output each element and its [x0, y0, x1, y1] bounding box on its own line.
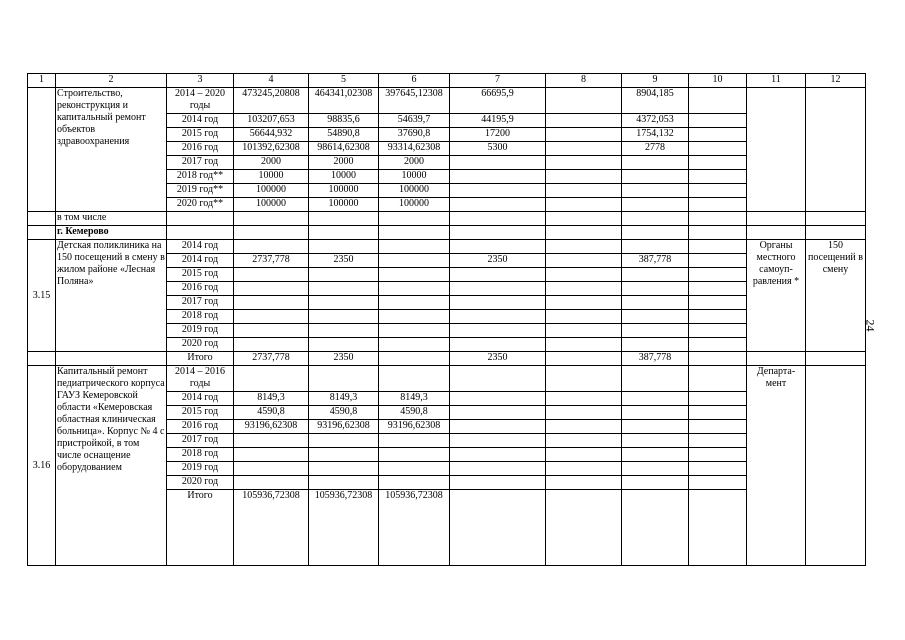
value-cell — [379, 310, 450, 324]
value-cell — [546, 310, 622, 324]
value-cell: 100000 — [234, 198, 309, 212]
value-cell: 10000 — [234, 170, 309, 184]
value-cell: 17200 — [450, 128, 546, 142]
value-cell: 66695,9 — [450, 88, 546, 114]
value-cell: 98835,6 — [309, 114, 379, 128]
value-cell: 2737,778 — [234, 352, 309, 366]
value-cell — [309, 282, 379, 296]
value-cell: 44195,9 — [450, 114, 546, 128]
value-cell — [450, 490, 546, 566]
col-header: 2 — [56, 74, 167, 88]
row-number-cell: 3.16 — [28, 366, 56, 566]
table-cell — [234, 226, 309, 240]
value-cell: 37690,8 — [379, 128, 450, 142]
value-cell — [379, 448, 450, 462]
period-cell: 2017 год — [167, 156, 234, 170]
value-cell — [622, 268, 689, 282]
value-cell — [379, 476, 450, 490]
value-cell — [689, 324, 747, 338]
value-cell: 54890,8 — [309, 128, 379, 142]
value-cell: 2350 — [309, 352, 379, 366]
value-cell — [546, 406, 622, 420]
value-cell — [234, 476, 309, 490]
value-cell: 4590,8 — [234, 406, 309, 420]
value-cell — [689, 282, 747, 296]
value-cell — [309, 448, 379, 462]
value-cell — [689, 254, 747, 268]
value-cell — [689, 114, 747, 128]
table-row — [28, 240, 866, 254]
table-cell — [309, 226, 379, 240]
value-cell — [546, 88, 622, 114]
value-cell — [689, 296, 747, 310]
value-cell — [546, 114, 622, 128]
value-cell: 2000 — [379, 156, 450, 170]
row-number-cell — [28, 352, 56, 366]
value-cell: 100000 — [234, 184, 309, 198]
table-cell — [450, 226, 546, 240]
table-cell — [747, 212, 806, 226]
table-cell — [450, 212, 546, 226]
value-cell: 2000 — [309, 156, 379, 170]
value-cell: 387,778 — [622, 254, 689, 268]
value-cell — [689, 448, 747, 462]
value-cell: 10000 — [309, 170, 379, 184]
row-number-cell — [28, 226, 56, 240]
value-cell: 1754,132 — [622, 128, 689, 142]
period-cell: 2015 год — [167, 268, 234, 282]
table-row — [28, 88, 866, 114]
period-cell: Итого — [167, 490, 234, 566]
subheading-cell: в том числе — [56, 212, 167, 226]
value-cell: 101392,62308 — [234, 142, 309, 156]
period-cell: 2018 год** — [167, 170, 234, 184]
value-cell — [689, 406, 747, 420]
period-cell: 2018 год — [167, 310, 234, 324]
value-cell: 100000 — [379, 198, 450, 212]
value-cell: 93196,62308 — [234, 420, 309, 434]
value-cell — [622, 392, 689, 406]
value-cell: 397645,12308 — [379, 88, 450, 114]
responsible-cell — [747, 88, 806, 212]
value-cell — [546, 156, 622, 170]
header-row — [28, 74, 866, 88]
value-cell — [309, 324, 379, 338]
table-row — [28, 212, 866, 226]
value-cell — [622, 296, 689, 310]
city-heading-cell — [56, 226, 167, 240]
table-cell — [546, 212, 622, 226]
value-cell — [379, 324, 450, 338]
table-row — [28, 226, 866, 240]
item-name-cell: Детская поликлиника на 150 посещений в смену в жилом районе «Лесная Поляна» — [56, 240, 167, 352]
value-cell — [379, 352, 450, 366]
table-row — [28, 352, 866, 366]
value-cell — [622, 420, 689, 434]
value-cell: 8149,3 — [309, 392, 379, 406]
value-cell — [622, 434, 689, 448]
value-cell: 100000 — [309, 184, 379, 198]
value-cell — [450, 420, 546, 434]
value-cell — [622, 490, 689, 566]
value-cell — [689, 240, 747, 254]
table-cell — [546, 226, 622, 240]
period-cell: 2016 год — [167, 142, 234, 156]
responsible-cell — [747, 352, 806, 366]
value-cell — [309, 268, 379, 282]
value-cell — [234, 448, 309, 462]
value-cell: 105936,72308 — [309, 490, 379, 566]
table-cell — [622, 226, 689, 240]
value-cell — [450, 170, 546, 184]
col-header: 10 — [689, 74, 747, 88]
value-cell — [689, 434, 747, 448]
value-cell: 100000 — [309, 198, 379, 212]
value-cell: 54639,7 — [379, 114, 450, 128]
value-cell — [689, 476, 747, 490]
value-cell — [689, 170, 747, 184]
value-cell — [689, 268, 747, 282]
value-cell — [689, 128, 747, 142]
col-header: 8 — [546, 74, 622, 88]
value-cell — [309, 338, 379, 352]
value-cell — [309, 476, 379, 490]
value-cell: 93196,62308 — [309, 420, 379, 434]
col-header: 5 — [309, 74, 379, 88]
value-cell: 100000 — [379, 184, 450, 198]
value-cell — [379, 366, 450, 392]
value-cell — [450, 240, 546, 254]
value-cell — [234, 310, 309, 324]
value-cell — [689, 490, 747, 566]
value-cell — [450, 434, 546, 448]
value-cell — [546, 448, 622, 462]
value-cell — [450, 338, 546, 352]
table-cell — [806, 212, 866, 226]
value-cell — [546, 338, 622, 352]
value-cell — [622, 406, 689, 420]
value-cell — [450, 282, 546, 296]
value-cell — [622, 170, 689, 184]
value-cell — [309, 462, 379, 476]
value-cell: 464341,02308 — [309, 88, 379, 114]
table-cell — [689, 212, 747, 226]
value-cell — [689, 156, 747, 170]
value-cell — [546, 392, 622, 406]
value-cell — [450, 366, 546, 392]
row-number-cell — [28, 212, 56, 226]
value-cell — [546, 296, 622, 310]
value-cell — [546, 420, 622, 434]
value-cell: 473245,20808 — [234, 88, 309, 114]
period-cell: 2014 – 2020 годы — [167, 88, 234, 114]
value-cell: 98614,62308 — [309, 142, 379, 156]
period-cell: 2016 год — [167, 420, 234, 434]
value-cell — [689, 184, 747, 198]
value-cell: 93196,62308 — [379, 420, 450, 434]
value-cell: 10000 — [379, 170, 450, 184]
col-header: 12 — [806, 74, 866, 88]
col-header: 6 — [379, 74, 450, 88]
value-cell — [234, 268, 309, 282]
value-cell: 2350 — [309, 254, 379, 268]
value-cell — [450, 310, 546, 324]
period-cell: 2017 год — [167, 434, 234, 448]
value-cell — [689, 392, 747, 406]
period-cell: 2017 год — [167, 296, 234, 310]
value-cell — [450, 184, 546, 198]
value-cell — [622, 184, 689, 198]
period-cell: 2020 год — [167, 476, 234, 490]
value-cell — [450, 448, 546, 462]
value-cell — [622, 462, 689, 476]
value-cell: 2737,778 — [234, 254, 309, 268]
value-cell — [689, 142, 747, 156]
value-cell: 56644,932 — [234, 128, 309, 142]
period-cell: 2018 год — [167, 448, 234, 462]
period-cell: 2015 год — [167, 406, 234, 420]
table-cell — [309, 212, 379, 226]
value-cell — [689, 310, 747, 324]
period-cell: 2014 год — [167, 254, 234, 268]
value-cell: 2778 — [622, 142, 689, 156]
period-cell: 2014 год — [167, 114, 234, 128]
col-header: 1 — [28, 74, 56, 88]
value-cell — [546, 490, 622, 566]
value-cell — [379, 254, 450, 268]
value-cell — [450, 198, 546, 212]
value-cell — [309, 310, 379, 324]
result-cell — [806, 88, 866, 212]
table-cell — [622, 212, 689, 226]
period-cell: 2020 год — [167, 338, 234, 352]
col-header: 3 — [167, 74, 234, 88]
value-cell — [622, 198, 689, 212]
value-cell: 105936,72308 — [234, 490, 309, 566]
responsible-cell: Департа-мент — [747, 366, 806, 566]
value-cell — [546, 142, 622, 156]
result-cell — [806, 366, 866, 566]
value-cell — [546, 352, 622, 366]
value-cell — [546, 268, 622, 282]
value-cell — [546, 170, 622, 184]
value-cell: 4590,8 — [309, 406, 379, 420]
value-cell: 2000 — [234, 156, 309, 170]
value-cell — [379, 462, 450, 476]
table-cell — [806, 226, 866, 240]
value-cell: 4372,053 — [622, 114, 689, 128]
value-cell: 387,778 — [622, 352, 689, 366]
item-name-cell: Капитальный ремонт педиатрического корпуса ГАУЗ Кемеровской области «Кемеровская областная клиническая больница». Корпус № 4 с пристройкой, в том числе оснащение оборудованием — [56, 366, 167, 566]
table-cell — [379, 212, 450, 226]
value-cell — [546, 476, 622, 490]
value-cell: 2350 — [450, 254, 546, 268]
period-cell: 2020 год** — [167, 198, 234, 212]
value-cell — [309, 240, 379, 254]
value-cell — [309, 434, 379, 448]
city-heading: г. Кемерово — [57, 226, 109, 237]
period-cell: 2014 год — [167, 240, 234, 254]
value-cell: 93314,62308 — [379, 142, 450, 156]
value-cell — [234, 282, 309, 296]
value-cell — [546, 128, 622, 142]
row-number-cell: 3.15 — [28, 240, 56, 352]
value-cell — [234, 296, 309, 310]
value-cell: 4590,8 — [379, 406, 450, 420]
value-cell — [379, 434, 450, 448]
period-cell: Итого — [167, 352, 234, 366]
col-header: 11 — [747, 74, 806, 88]
value-cell — [450, 324, 546, 338]
value-cell: 8149,3 — [379, 392, 450, 406]
value-cell — [450, 296, 546, 310]
value-cell — [622, 366, 689, 392]
table-cell — [234, 212, 309, 226]
value-cell — [379, 268, 450, 282]
value-cell — [546, 184, 622, 198]
value-cell — [689, 338, 747, 352]
page-number: 24 — [863, 319, 878, 332]
responsible-cell: Органы местного самоуп-равления * — [747, 240, 806, 352]
table-cell — [379, 226, 450, 240]
value-cell: 105936,72308 — [379, 490, 450, 566]
value-cell — [234, 338, 309, 352]
col-header: 9 — [622, 74, 689, 88]
value-cell — [234, 366, 309, 392]
value-cell — [309, 296, 379, 310]
value-cell — [450, 462, 546, 476]
value-cell — [622, 448, 689, 462]
value-cell — [689, 88, 747, 114]
period-cell: 2019 год — [167, 324, 234, 338]
col-header: 7 — [450, 74, 546, 88]
value-cell — [546, 434, 622, 448]
value-cell — [379, 240, 450, 254]
value-cell — [450, 156, 546, 170]
value-cell — [622, 324, 689, 338]
value-cell — [450, 268, 546, 282]
value-cell: 8904,185 — [622, 88, 689, 114]
period-cell: 2019 год** — [167, 184, 234, 198]
value-cell — [234, 324, 309, 338]
value-cell — [689, 420, 747, 434]
item-name-cell: Строительство, реконструкция и капитальный ремонт объектов здравоохранения — [56, 88, 167, 212]
value-cell — [309, 366, 379, 392]
table-row — [28, 366, 866, 392]
table-cell — [747, 226, 806, 240]
value-cell — [450, 392, 546, 406]
table-cell — [167, 226, 234, 240]
value-cell — [450, 476, 546, 490]
value-cell — [622, 338, 689, 352]
value-cell: 103207,653 — [234, 114, 309, 128]
value-cell — [622, 240, 689, 254]
value-cell: 5300 — [450, 142, 546, 156]
value-cell — [234, 240, 309, 254]
value-cell — [379, 282, 450, 296]
value-cell — [379, 296, 450, 310]
value-cell — [689, 352, 747, 366]
value-cell — [546, 254, 622, 268]
item-name-cell — [56, 352, 167, 366]
value-cell — [546, 198, 622, 212]
value-cell: 8149,3 — [234, 392, 309, 406]
value-cell — [546, 324, 622, 338]
value-cell — [546, 240, 622, 254]
value-cell — [689, 462, 747, 476]
value-cell — [546, 462, 622, 476]
value-cell — [379, 338, 450, 352]
value-cell — [622, 476, 689, 490]
period-cell: 2014 год — [167, 392, 234, 406]
result-cell — [806, 352, 866, 366]
value-cell — [546, 366, 622, 392]
value-cell — [450, 406, 546, 420]
value-cell: 2350 — [450, 352, 546, 366]
value-cell — [622, 156, 689, 170]
table-cell — [167, 212, 234, 226]
budget-table — [27, 73, 866, 566]
period-cell: 2019 год — [167, 462, 234, 476]
value-cell — [622, 310, 689, 324]
table-cell — [689, 226, 747, 240]
period-cell: 2015 год — [167, 128, 234, 142]
value-cell — [234, 462, 309, 476]
result-cell: 150 посещений в смену — [806, 240, 866, 352]
value-cell — [689, 366, 747, 392]
row-number-cell — [28, 88, 56, 212]
value-cell — [546, 282, 622, 296]
period-cell: 2016 год — [167, 282, 234, 296]
value-cell — [689, 198, 747, 212]
value-cell — [622, 282, 689, 296]
value-cell — [234, 434, 309, 448]
col-header: 4 — [234, 74, 309, 88]
period-cell: 2014 – 2016 годы — [167, 366, 234, 392]
